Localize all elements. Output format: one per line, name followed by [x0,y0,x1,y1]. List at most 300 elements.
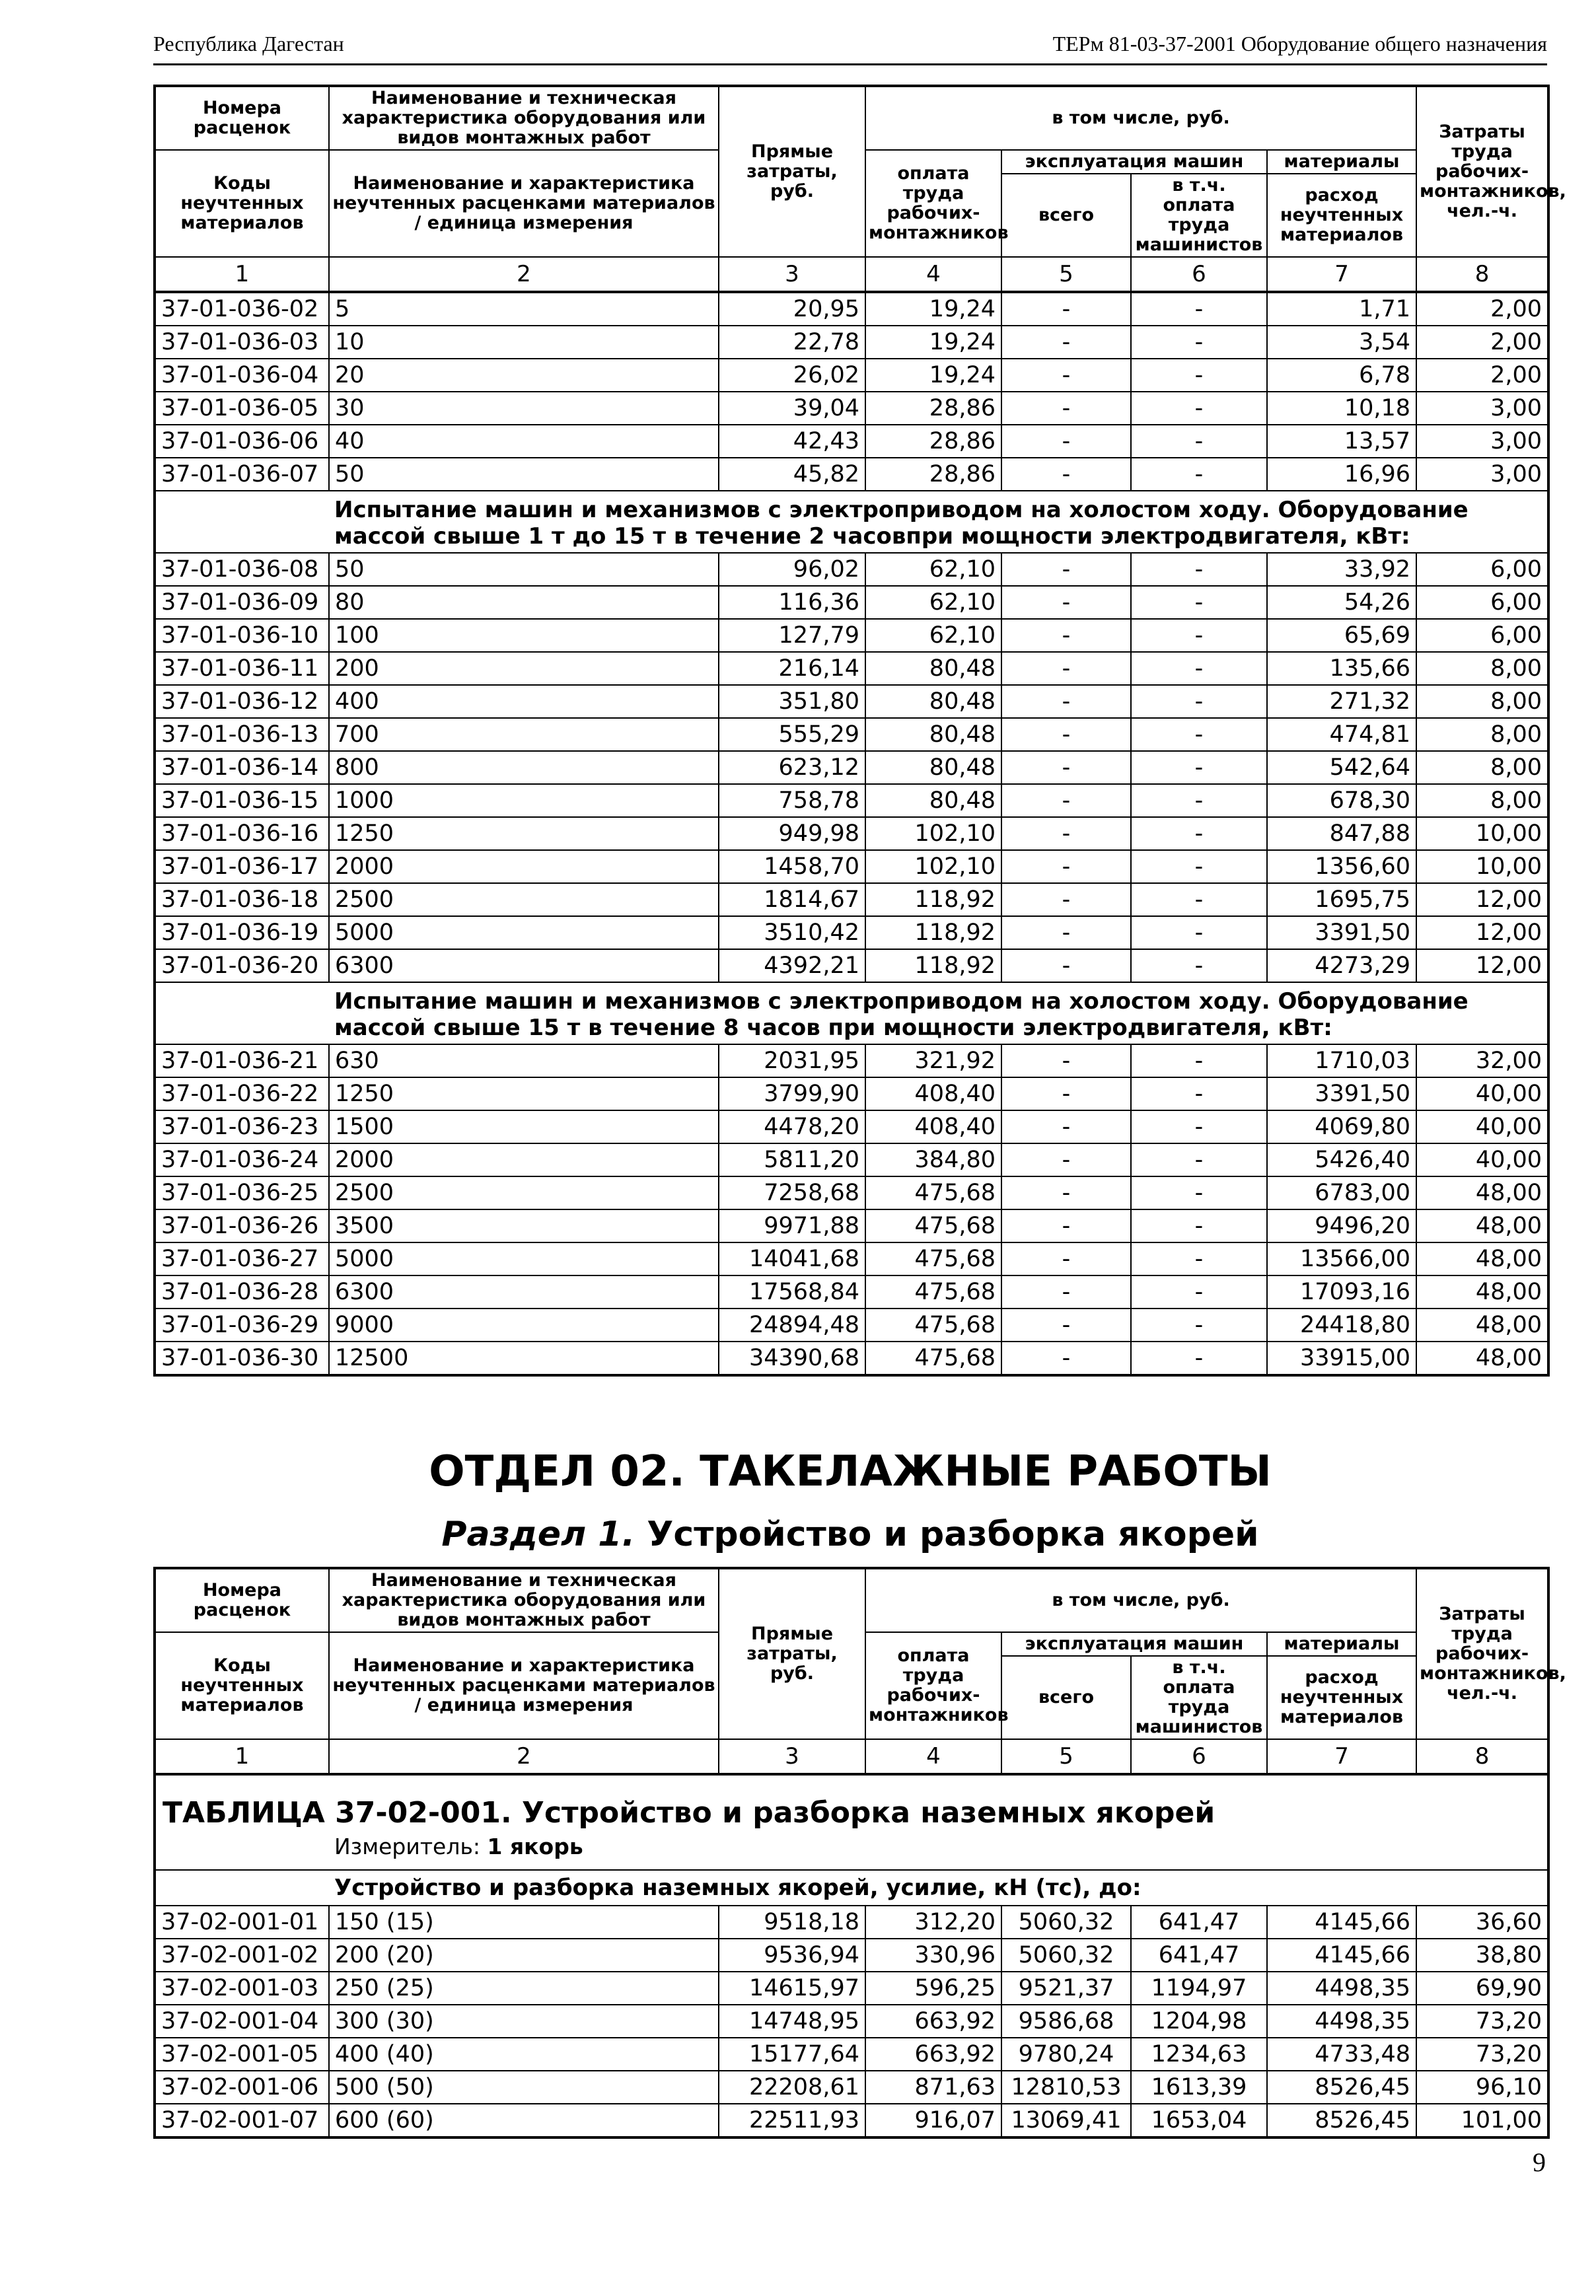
characteristic: 630 [329,1044,719,1077]
characteristic: 2000 [329,850,719,883]
rate-code: 37-01-036-20 [155,949,329,982]
header-row-1 [155,1568,1548,1632]
rows-group-anchors [155,1906,1548,2137]
direct-costs: 127,79 [719,619,865,652]
table-row [155,2005,1548,2038]
rows-group-b [155,553,1548,982]
machinist-pay: - [1131,1077,1267,1110]
labor-pay: 916,07 [865,2104,1001,2137]
machine-total: - [1001,1242,1131,1275]
machine-total: 12810,53 [1001,2071,1131,2104]
labor-hours: 10,00 [1416,817,1548,850]
table-row [155,619,1548,652]
materials: 65,69 [1267,619,1416,652]
machine-total: - [1001,949,1131,982]
characteristic: 6300 [329,1275,719,1309]
direct-costs: 20,95 [719,292,865,326]
labor-hours: 38,80 [1416,1939,1548,1972]
col5-header: всего [1001,174,1131,257]
labor-hours: 12,00 [1416,916,1548,949]
labor-pay: 28,86 [865,458,1001,491]
characteristic: 400 (40) [329,2038,719,2071]
materials: 542,64 [1267,751,1416,784]
materials: 678,30 [1267,784,1416,817]
materials: 4273,29 [1267,949,1416,982]
materials: 474,81 [1267,718,1416,751]
machinist-pay: - [1131,392,1267,425]
rows-group-c [155,1044,1548,1375]
materials: 847,88 [1267,817,1416,850]
characteristic: 300 (30) [329,2005,719,2038]
column-number: 7 [1267,257,1416,292]
direct-costs: 351,80 [719,685,865,718]
labor-hours: 101,00 [1416,2104,1548,2137]
labor-pay: 312,20 [865,1906,1001,1939]
characteristic: 1250 [329,1077,719,1110]
machine-total: - [1001,619,1131,652]
table-row [155,784,1548,817]
machinist-pay: - [1131,553,1267,586]
rate-code: 37-01-036-18 [155,883,329,916]
characteristic: 6300 [329,949,719,982]
machine-total: - [1001,292,1131,326]
materials: 3391,50 [1267,1077,1416,1110]
machinist-pay: - [1131,1242,1267,1275]
machinist-pay: - [1131,1275,1267,1309]
direct-costs: 116,36 [719,586,865,619]
col3-header: Прямые затраты, руб. [719,86,865,257]
table-row [155,292,1548,326]
table-row [155,2038,1548,2071]
labor-pay: 475,68 [865,1242,1001,1275]
machine-total: - [1001,1176,1131,1209]
rate-code: 37-01-036-10 [155,619,329,652]
section-title [153,1513,1547,1556]
rate-code: 37-02-001-06 [155,2071,329,2104]
labor-hours: 3,00 [1416,458,1548,491]
col7-header: расход неучтенных материалов [1267,174,1416,257]
characteristic: 1000 [329,784,719,817]
labor-hours: 48,00 [1416,1309,1548,1342]
materials: 10,18 [1267,392,1416,425]
table-row [155,1143,1548,1176]
column-number: 1 [155,1739,329,1774]
labor-pay: 118,92 [865,883,1001,916]
characteristic: 1250 [329,817,719,850]
rate-code: 37-01-036-22 [155,1077,329,1110]
rate-code: 37-01-036-30 [155,1342,329,1375]
machine-total: - [1001,784,1131,817]
direct-costs: 22208,61 [719,2071,865,2104]
direct-costs: 96,02 [719,553,865,586]
characteristic: 2500 [329,883,719,916]
machinist-pay: - [1131,784,1267,817]
direct-costs: 2031,95 [719,1044,865,1077]
rate-code: 37-01-036-27 [155,1242,329,1275]
rate-code: 37-01-036-05 [155,392,329,425]
column-number: 8 [1416,257,1548,292]
materials: 4069,80 [1267,1110,1416,1143]
col3-header: Прямые затраты, руб. [719,1568,865,1739]
col2-bottom-header: Наименование и характеристика неучтенных расценками материалов / единица измерения [329,150,719,257]
section-heading: Испытание машин и механизмов с электроприводом на холостом ходу. Оборудование массой свыше 15 т в течение 8 часов при мощности электродвигателя, кВт: [155,982,1548,1044]
direct-costs: 22,78 [719,326,865,359]
machinist-pay: 641,47 [1131,1906,1267,1939]
machinist-pay: - [1131,619,1267,652]
characteristic: 600 (60) [329,2104,719,2137]
machinist-pay: 1613,39 [1131,2071,1267,2104]
direct-costs: 9518,18 [719,1906,865,1939]
labor-hours: 8,00 [1416,718,1548,751]
materials: 4145,66 [1267,1939,1416,1972]
labor-hours: 6,00 [1416,553,1548,586]
rate-code: 37-01-036-16 [155,817,329,850]
table-row [155,392,1548,425]
machinist-pay: - [1131,1044,1267,1077]
machine-total: - [1001,1342,1131,1375]
col1-top-header: Номера расценок [155,1568,329,1632]
characteristic: 250 (25) [329,1972,719,2005]
table-row [155,916,1548,949]
labor-hours: 32,00 [1416,1044,1548,1077]
column-number: 3 [719,257,865,292]
labor-hours: 2,00 [1416,326,1548,359]
table-title-cell [155,1774,1548,1870]
table-row [155,1275,1548,1309]
machine-total: - [1001,751,1131,784]
materials: 54,26 [1267,586,1416,619]
group-header: в том числе, руб. [865,1568,1416,1632]
labor-pay: 663,92 [865,2005,1001,2038]
labor-hours: 69,90 [1416,1972,1548,2005]
labor-hours: 2,00 [1416,292,1548,326]
characteristic: 40 [329,425,719,458]
rate-code: 37-02-001-02 [155,1939,329,1972]
rate-code: 37-01-036-19 [155,916,329,949]
labor-pay: 118,92 [865,949,1001,982]
table-row [155,883,1548,916]
machine-total: - [1001,553,1131,586]
materials: 1356,60 [1267,850,1416,883]
labor-hours: 48,00 [1416,1342,1548,1375]
rate-code: 37-01-036-09 [155,586,329,619]
direct-costs: 24894,48 [719,1309,865,1342]
characteristic: 80 [329,586,719,619]
materials: 271,32 [1267,685,1416,718]
section-name: Устройство и разборка якорей [635,1515,1259,1554]
table-row [155,751,1548,784]
materials: 135,66 [1267,652,1416,685]
labor-pay: 118,92 [865,916,1001,949]
labor-pay: 80,48 [865,685,1001,718]
col7-header: расход неучтенных материалов [1267,1656,1416,1739]
machine-total: - [1001,326,1131,359]
materials: 3391,50 [1267,916,1416,949]
section-heading-row [155,982,1548,1044]
materials: 8526,45 [1267,2071,1416,2104]
machinist-pay: - [1131,1110,1267,1143]
characteristic: 30 [329,392,719,425]
labor-pay: 19,24 [865,326,1001,359]
labor-pay: 28,86 [865,425,1001,458]
table-row [155,2071,1548,2104]
direct-costs: 26,02 [719,359,865,392]
machine-total: - [1001,883,1131,916]
direct-costs: 1814,67 [719,883,865,916]
column-number: 5 [1001,257,1131,292]
machine-total: - [1001,425,1131,458]
direct-costs: 15177,64 [719,2038,865,2071]
direct-costs: 9971,88 [719,1209,865,1242]
direct-costs: 14615,97 [719,1972,865,2005]
rates-table-037-01-036 [153,85,1566,1377]
materials-group-header: материалы [1267,150,1416,174]
materials: 24418,80 [1267,1309,1416,1342]
table-row [155,1939,1548,1972]
rate-code: 37-01-036-13 [155,718,329,751]
characteristic: 5 [329,292,719,326]
table-row [155,553,1548,586]
rate-code: 37-01-036-03 [155,326,329,359]
col2-bottom-header: Наименование и характеристика неучтенных расценками материалов / единица измерения [329,1632,719,1739]
characteristic: 700 [329,718,719,751]
rates-table-037-02-001 [153,1567,1566,2139]
machinist-pay: - [1131,292,1267,326]
labor-hours: 2,00 [1416,359,1548,392]
labor-pay: 80,48 [865,652,1001,685]
table-row [155,1972,1548,2005]
characteristic: 50 [329,553,719,586]
labor-hours: 40,00 [1416,1143,1548,1176]
table-row [155,1044,1548,1077]
labor-hours: 40,00 [1416,1077,1548,1110]
table-row [155,685,1548,718]
labor-hours: 73,20 [1416,2038,1548,2071]
labor-hours: 3,00 [1416,425,1548,458]
materials: 13,57 [1267,425,1416,458]
machinist-pay: 641,47 [1131,1939,1267,1972]
machine-group-header: эксплуатация машин [1001,150,1267,174]
materials: 33915,00 [1267,1342,1416,1375]
group-header: в том числе, руб. [865,86,1416,150]
machinist-pay: - [1131,1143,1267,1176]
column-number-row [155,1739,1548,1774]
labor-pay: 663,92 [865,2038,1001,2071]
table-row [155,1906,1548,1939]
materials: 5426,40 [1267,1143,1416,1176]
machine-total: - [1001,586,1131,619]
materials-group-header: материалы [1267,1632,1416,1656]
labor-pay: 384,80 [865,1143,1001,1176]
machinist-pay: - [1131,850,1267,883]
machine-total: 9780,24 [1001,2038,1131,2071]
labor-pay: 28,86 [865,392,1001,425]
direct-costs: 3799,90 [719,1077,865,1110]
col6-header: в т.ч. оплата труда машинистов [1131,174,1267,257]
rate-code: 37-01-036-15 [155,784,329,817]
machine-total: - [1001,850,1131,883]
labor-hours: 10,00 [1416,850,1548,883]
rate-code: 37-01-036-28 [155,1275,329,1309]
rate-code: 37-01-036-23 [155,1110,329,1143]
table-row [155,1242,1548,1275]
labor-pay: 19,24 [865,359,1001,392]
materials: 4733,48 [1267,2038,1416,2071]
col4-header: оплата труда рабочих-монтажников [865,1632,1001,1739]
col8-header: Затраты труда рабочих-монтажников, чел.-ч. [1416,1568,1548,1739]
table-title-row [155,1774,1548,1870]
column-number: 3 [719,1739,865,1774]
characteristic: 10 [329,326,719,359]
labor-pay: 62,10 [865,586,1001,619]
machine-total: - [1001,1275,1131,1309]
characteristic: 100 [329,619,719,652]
characteristic: 200 (20) [329,1939,719,1972]
subsection-heading-row [155,1870,1548,1906]
rows-group-a [155,292,1548,491]
materials: 8526,45 [1267,2104,1416,2137]
machine-total: 5060,32 [1001,1906,1131,1939]
direct-costs: 7258,68 [719,1176,865,1209]
materials: 4498,35 [1267,2005,1416,2038]
direct-costs: 5811,20 [719,1143,865,1176]
table-row [155,1309,1548,1342]
labor-pay: 475,68 [865,1209,1001,1242]
machinist-pay: - [1131,685,1267,718]
materials: 9496,20 [1267,1209,1416,1242]
machinist-pay: - [1131,425,1267,458]
direct-costs: 14748,95 [719,2005,865,2038]
machine-total: - [1001,1077,1131,1110]
direct-costs: 17568,84 [719,1275,865,1309]
machine-total: - [1001,916,1131,949]
machine-total: 13069,41 [1001,2104,1131,2137]
col6-header: в т.ч. оплата труда машинистов [1131,1656,1267,1739]
section-heading-row [155,491,1548,553]
labor-hours: 48,00 [1416,1209,1548,1242]
labor-pay: 102,10 [865,850,1001,883]
machine-group-header: эксплуатация машин [1001,1632,1267,1656]
rate-code: 37-02-001-07 [155,2104,329,2137]
labor-pay: 80,48 [865,784,1001,817]
materials: 33,92 [1267,553,1416,586]
labor-hours: 96,10 [1416,2071,1548,2104]
characteristic: 50 [329,458,719,491]
machinist-pay: - [1131,916,1267,949]
labor-pay: 475,68 [865,1309,1001,1342]
materials: 6783,00 [1267,1176,1416,1209]
characteristic: 3500 [329,1209,719,1242]
table-row [155,1342,1548,1375]
materials: 17093,16 [1267,1275,1416,1309]
header-row-1 [155,86,1548,150]
labor-hours: 12,00 [1416,949,1548,982]
machine-total: - [1001,652,1131,685]
direct-costs: 949,98 [719,817,865,850]
characteristic: 2000 [329,1143,719,1176]
labor-pay: 62,10 [865,553,1001,586]
labor-pay: 321,92 [865,1044,1001,1077]
table-row [155,718,1548,751]
rate-code: 37-01-036-12 [155,685,329,718]
col1-top-header: Номера расценок [155,86,329,150]
col1-bottom-header: Коды неучтенных материалов [155,1632,329,1739]
labor-hours: 8,00 [1416,751,1548,784]
subsection-heading: Устройство и разборка наземных якорей, усилие, кН (тс), до: [155,1870,1548,1906]
column-number: 6 [1131,1739,1267,1774]
materials: 3,54 [1267,326,1416,359]
column-number: 6 [1131,257,1267,292]
table-row [155,326,1548,359]
characteristic: 200 [329,652,719,685]
labor-pay: 408,40 [865,1110,1001,1143]
materials: 4498,35 [1267,1972,1416,2005]
col4-header: оплата труда рабочих-монтажников [865,150,1001,257]
col8-header: Затраты труда рабочих-монтажников, чел.-ч. [1416,86,1548,257]
labor-pay: 475,68 [865,1342,1001,1375]
machine-total: 5060,32 [1001,1939,1131,1972]
table-title: ТАБЛИЦА 37-02-001. Устройство и разборка наземных якорей [163,1796,1215,1830]
labor-pay: 80,48 [865,751,1001,784]
labor-pay: 80,48 [865,718,1001,751]
table-row [155,425,1548,458]
table-row [155,949,1548,982]
measure-label: Измеритель: [334,1834,488,1859]
direct-costs: 22511,93 [719,2104,865,2137]
direct-costs: 14041,68 [719,1242,865,1275]
machinist-pay: - [1131,359,1267,392]
labor-hours: 8,00 [1416,784,1548,817]
column-number: 5 [1001,1739,1131,1774]
labor-hours: 12,00 [1416,883,1548,916]
col2-top-header: Наименование и техническая характеристика оборудования или видов монтажных работ [329,1568,719,1632]
characteristic: 20 [329,359,719,392]
machinist-pay: - [1131,586,1267,619]
col2-top-header: Наименование и техническая характеристика оборудования или видов монтажных работ [329,86,719,150]
direct-costs: 4392,21 [719,949,865,982]
column-number: 2 [329,1739,719,1774]
column-number: 2 [329,257,719,292]
table-row [155,2104,1548,2137]
machinist-pay: - [1131,458,1267,491]
machinist-pay: - [1131,751,1267,784]
page-number: 9 [1533,2147,1546,2177]
machine-total: - [1001,392,1131,425]
table-row [155,1110,1548,1143]
characteristic: 5000 [329,1242,719,1275]
labor-pay: 871,63 [865,2071,1001,2104]
machinist-pay: - [1131,1309,1267,1342]
rate-code: 37-01-036-29 [155,1309,329,1342]
rate-code: 37-01-036-25 [155,1176,329,1209]
materials: 1710,03 [1267,1044,1416,1077]
direct-costs: 623,12 [719,751,865,784]
direct-costs: 216,14 [719,652,865,685]
materials: 4145,66 [1267,1906,1416,1939]
labor-pay: 408,40 [865,1077,1001,1110]
labor-pay: 330,96 [865,1939,1001,1972]
header-region: Республика Дагестан [153,32,344,55]
characteristic: 400 [329,685,719,718]
table-row [155,817,1548,850]
labor-hours: 6,00 [1416,586,1548,619]
labor-pay: 475,68 [865,1275,1001,1309]
table-row [155,458,1548,491]
labor-pay: 62,10 [865,619,1001,652]
machinist-pay: - [1131,652,1267,685]
machinist-pay: - [1131,1209,1267,1242]
column-number: 7 [1267,1739,1416,1774]
